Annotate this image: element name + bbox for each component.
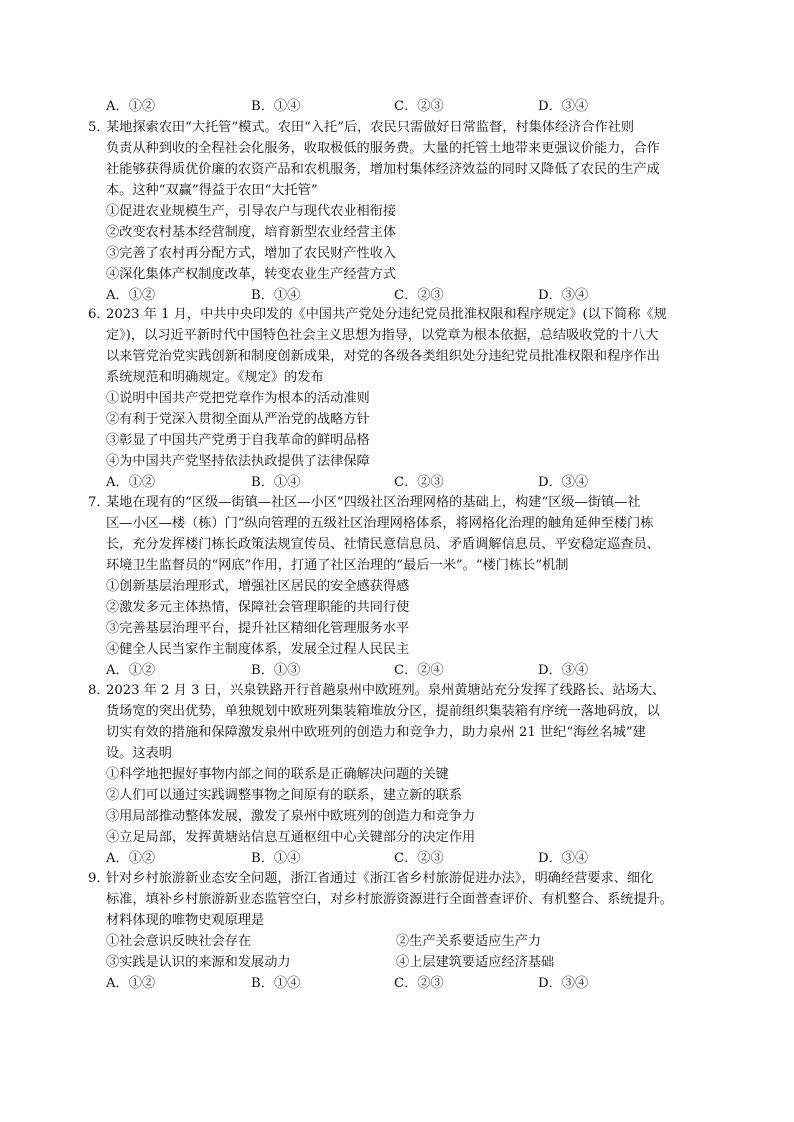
- option-d: D．③④: [538, 475, 589, 490]
- option-c: C．②③: [394, 851, 444, 866]
- option-b: B．①④: [251, 288, 301, 303]
- options-row: [106, 96, 706, 117]
- statement-item: ②激发多元主体热情，保障社会管理职能的共同行使: [106, 600, 410, 615]
- statement-item: ②生产关系要适应生产力: [396, 934, 542, 949]
- option-d: D．③④: [538, 288, 589, 303]
- options-row: [106, 660, 706, 681]
- statement-item: ③彰显了中国共产党勇于自我革命的鲜明品格: [106, 433, 370, 448]
- question-stem-line: 环境卫生监督员的“网底”作用，打通了社区治理的“最后一米”。“楼门栋长”机制: [106, 558, 569, 573]
- question-number: 8．: [88, 683, 110, 698]
- option-c: C．②③: [394, 99, 444, 114]
- question-stem-line: 本。这种“双赢”得益于农田“大托管”: [106, 183, 318, 198]
- option-b: B．①③: [251, 663, 301, 678]
- statement-item: ①社会意识反映社会存在: [106, 934, 252, 949]
- statement-item: ②人们可以通过实践调整事物之间原有的联系，建立新的联系: [106, 788, 463, 803]
- question-stem-line: 系统规范和明确规定。《规定》的发布: [106, 370, 324, 385]
- option-d: D．③④: [538, 851, 589, 866]
- question-stem-line: 设。这表明: [106, 746, 172, 761]
- option-c: C．②④: [394, 663, 444, 678]
- question-stem-line: 2023 年 1 月，中共中央印发的《中国共产党处分违纪党员批准权限和程序规定》(以下简称《规: [106, 307, 667, 322]
- statement-item: ①科学地把握好事物内部之间的联系是正确解决问题的关键: [106, 767, 449, 782]
- option-b: B．①④: [251, 851, 301, 866]
- statement-item: ④上层建筑要适应经济基础: [396, 955, 555, 970]
- option-c: C．②③: [394, 288, 444, 303]
- options-row: [106, 472, 706, 493]
- question-stem-line: 负责从种到收的全程社会化服务，收取极低的服务费。大量的托管土地带来更强议价能力，合作: [106, 141, 660, 156]
- question-stem-line: 以来管党治党实践创新和制度创新成果，对党的各级各类组织处分违纪党员批准权限和程序作出: [106, 349, 660, 364]
- option-d: D．③④: [538, 99, 589, 114]
- options-row: [106, 285, 706, 306]
- question-number: 6．: [88, 307, 110, 322]
- statement-item: ①说明中国共产党把党章作为根本的活动准则: [106, 391, 370, 406]
- statement-item: ④立足局部，发挥黄塘站信息互通枢纽中心关键部分的决定作用: [106, 830, 476, 845]
- option-b: B．①④: [251, 99, 301, 114]
- question-stem-line: 货场宽的突出优势，单独规划中欧班列集装箱堆放分区，提前组织集装箱有序统一落地码放，以: [106, 704, 660, 719]
- statement-item: ①创新基层治理形式，增强社区居民的安全感获得感: [106, 579, 410, 594]
- statement-item: ③完善基层治理平台，提升社区精细化管理服务水平: [106, 621, 410, 636]
- options-row: [106, 848, 706, 869]
- question-number: 5．: [88, 120, 110, 135]
- statement-item: ①促进农业规模生产，引导农户与现代农业相衔接: [106, 204, 397, 219]
- option-b: B．①④: [251, 976, 301, 991]
- statement-item: ④为中国共产党坚持依法执政提供了法律保障: [106, 454, 370, 469]
- options-row: [106, 973, 706, 994]
- option-a: A．①②: [106, 663, 156, 678]
- question-number: 9．: [88, 871, 110, 886]
- option-a: A．①②: [106, 99, 156, 114]
- statement-item: ③实践是认识的来源和发展动力: [106, 955, 291, 970]
- option-a: A．①②: [106, 976, 156, 991]
- statement-item: ②改变农村基本经营制度，培育新型农业经营主体: [106, 225, 397, 240]
- statement-item: ②有利于党深入贯彻全面从严治党的战略方针: [106, 412, 370, 427]
- question-stem-line: 长，充分发挥楼门栋长政策法规宣传员、社情民意信息员、矛盾调解信息员、平安稳定巡查员、: [106, 537, 660, 552]
- statement-item: ④健全人民当家作主制度体系，发展全过程人民民主: [106, 642, 410, 657]
- option-a: A．①②: [106, 475, 156, 490]
- option-b: B．①④: [251, 475, 301, 490]
- statement-item: ③完善了农村再分配方式，增加了农民财产性收入: [106, 246, 397, 261]
- question-stem-line: 社能够获得质优价廉的农资产品和农机服务，增加村集体经济效益的同时又降低了农民的生产成: [106, 162, 660, 177]
- question-stem-line: 材料体现的唯物史观原理是: [106, 913, 265, 928]
- option-d: D．③④: [538, 663, 589, 678]
- question-stem-line: 标准，填补乡村旅游新业态监管空白，对乡村旅游资源进行全面普查评价、有机整合、系统提升。: [106, 892, 674, 907]
- question-stem-line: 2023 年 2 月 3 日，兴泉铁路开行首趟泉州中欧班列。泉州黄塘站充分发挥了线路长、站场大、: [106, 683, 666, 698]
- statement-item: ③用局部推动整体发展，激发了泉州中欧班列的创造力和竞争力: [106, 809, 476, 824]
- option-c: C．②③: [394, 475, 444, 490]
- question-number: 7．: [88, 495, 110, 510]
- question-stem-line: 切实有效的措施和保障激发泉州中欧班列的创造力和竞争力，助力泉州 21 世纪“海丝名城”建: [106, 725, 646, 740]
- question-stem-line: 针对乡村旅游新业态安全问题，浙江省通过《浙江省乡村旅游促进办法》，明确经营要求、细化: [106, 871, 654, 886]
- option-d: D．③④: [538, 976, 589, 991]
- option-a: A．①②: [106, 851, 156, 866]
- question-stem-line: 某地在现有的“区级—街镇—社区—小区”四级社区治理网格的基础上，构建“区级—街镇—社: [106, 495, 641, 510]
- question-stem-line: 定》)，以习近平新时代中国特色社会主义思想为指导，以党章为根本依据，总结吸收党的十八大: [106, 328, 659, 343]
- question-stem-line: 区—小区—楼（栋）门”纵向管理的五级社区治理网格体系，将网格化治理的触角延伸至楼门栋: [106, 516, 654, 531]
- statement-item: ④深化集体产权制度改革，转变农业生产经营方式: [106, 267, 397, 282]
- question-stem-line: 某地探索农田“大托管”模式。农田“入托”后，农民只需做好日常监督，村集体经济合作社则: [106, 120, 635, 135]
- option-a: A．①②: [106, 288, 156, 303]
- option-c: C．②③: [394, 976, 444, 991]
